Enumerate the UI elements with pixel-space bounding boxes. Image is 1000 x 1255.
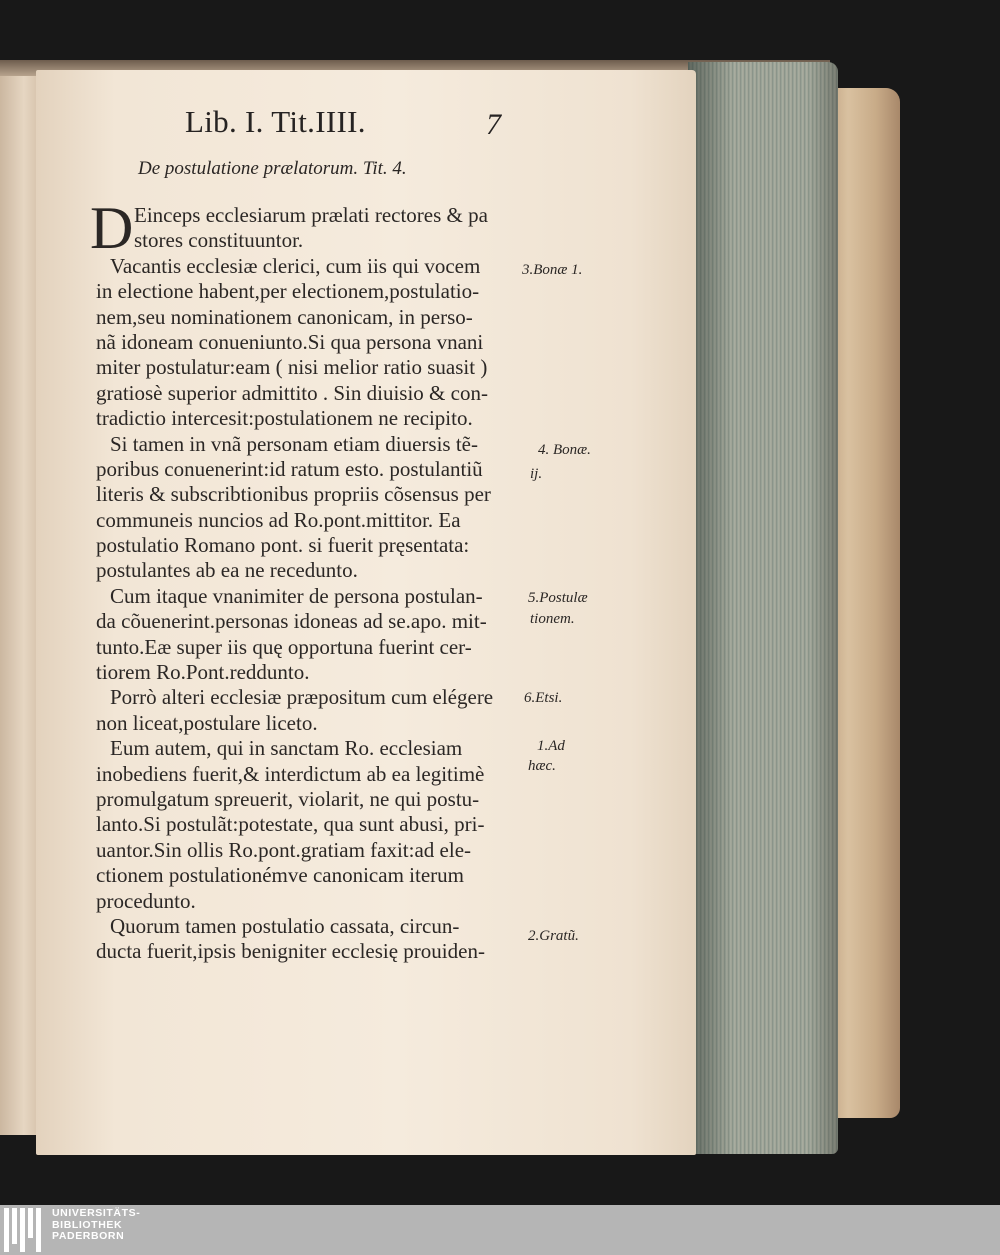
fore-edge-shadow <box>688 62 838 1154</box>
marginal-note: tionem. <box>530 611 575 627</box>
text-line: Cum itaque vnanimiter de persona postulan- <box>110 583 483 608</box>
text-line: procedunto. <box>96 888 196 913</box>
marginal-note: 3.Bonæ 1. <box>522 262 583 278</box>
library-logo-icon <box>4 1208 41 1252</box>
library-name-line: UNIVERSITÄTS- <box>52 1207 141 1219</box>
text-line: Quorum tamen postulatio cassata, circun- <box>110 913 460 938</box>
text-line: Einceps ecclesiarum prælati rectores & pa <box>134 203 488 227</box>
text-line: inobediens fuerit,& interdictum ab ea legitimè <box>96 761 485 786</box>
text-line: Eum autem, qui in sanctam Ro. ecclesiam <box>110 736 463 761</box>
page-number: 7 <box>486 108 501 141</box>
text-line: miter postulatur:eam ( nisi melior ratio suasit ) <box>96 355 488 380</box>
text-line: da cõuenerint.personas idoneas ad se.apo. mit- <box>96 609 487 634</box>
drop-capital: D <box>90 195 134 261</box>
text-line: literis & subscribtionibus propriis cõsensus per <box>96 482 491 507</box>
text-line: ctionem postulationémve canonicam iterum <box>96 863 464 888</box>
marginal-note: 2.Gratũ. <box>528 928 579 944</box>
marginal-note: hæc. <box>528 758 556 774</box>
text-line: Porrò alteri ecclesiæ præpositum cum elégere <box>110 685 494 710</box>
text-line: communeis nuncios ad Ro.pont.mittitor. Ea <box>96 507 461 532</box>
text-line: nã idoneam conueniunto.Si qua persona vnani <box>96 329 484 354</box>
library-footer-bar <box>0 1205 1000 1255</box>
marginal-note: 4. Bonæ. <box>538 442 591 458</box>
marginal-note: 5.Postulæ <box>528 590 588 606</box>
marginal-note: 1.Ad <box>537 738 565 754</box>
text-line: ducta fuerit,ipsis benigniter ecclesię prouiden- <box>96 939 485 964</box>
text-line: Vacantis ecclesiæ clerici, cum iis qui vocem <box>110 253 481 278</box>
left-page-edge <box>0 60 41 1135</box>
text-line: in electione habent,per electionem,postulatio- <box>96 279 480 304</box>
text-line: gratiosè superior admittito . Sin diuisio & con- <box>96 380 488 405</box>
text-line: Si tamen in vnã personam etiam diuersis tẽ- <box>110 431 478 456</box>
section-title: De postulatione prælatorum. Tit. 4. <box>138 158 407 179</box>
text-line: stores constituuntor. <box>134 228 304 253</box>
marginal-note: ij. <box>530 466 543 482</box>
library-name-line: BIBLIOTHEK <box>52 1218 123 1231</box>
library-name-line: PADERBORN <box>52 1230 125 1242</box>
text-line: tiorem Ro.Pont.reddunto. <box>96 660 310 685</box>
library-name <box>52 1208 140 1243</box>
running-title: Lib. I. Tit.IIII. <box>185 104 366 139</box>
text-line: nem,seu nominationem canonicam, in perso- <box>96 304 473 329</box>
text-line: poribus conuenerint:id ratum esto. postulantiũ <box>96 456 483 481</box>
marginal-note: 6.Etsi. <box>524 690 563 706</box>
text-line: uantor.Sin ollis Ro.pont.gratiam faxit:ad ele- <box>96 837 472 862</box>
text-line: lanto.Si postulãt:potestate, qua sunt abusi, pri- <box>96 812 485 837</box>
text-line: promulgatum spreuerit, violarit, ne qui postu- <box>96 786 480 811</box>
text-line: non liceat,postulare liceto. <box>96 710 318 735</box>
text-line: tunto.Eæ super iis quę opportuna fuerint cer- <box>96 634 472 659</box>
text-line: postulantes ab ea ne recedunto. <box>96 558 358 583</box>
body-text <box>96 203 526 965</box>
text-line: tradictio intercesit:postulationem ne recipito. <box>96 406 473 431</box>
text-line: postulatio Romano pont. si fuerit pręsentata: <box>96 533 470 558</box>
